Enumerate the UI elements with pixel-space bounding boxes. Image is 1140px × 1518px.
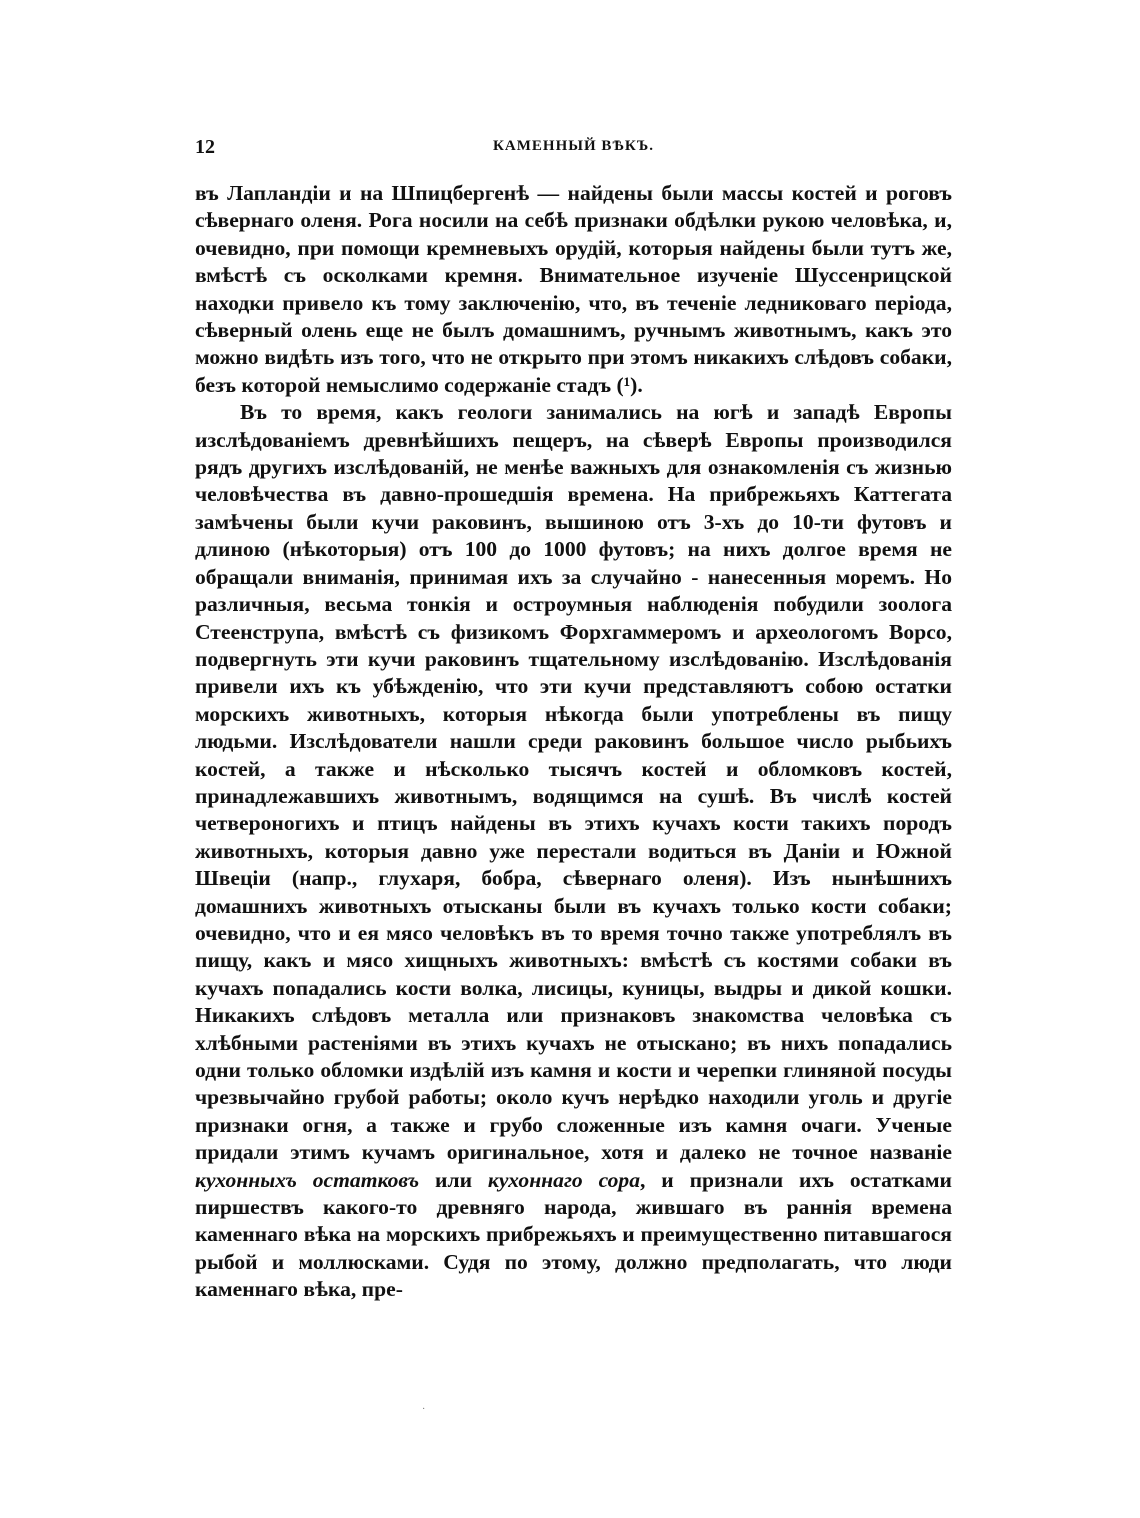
body-text bbox=[195, 180, 952, 1304]
page-mark: · bbox=[422, 1404, 426, 1415]
paragraph-2-text-1: Въ то время, какъ геологи занимались на югѣ и западѣ Европы изслѣдованіемъ древнѣйшихъ пещеръ, на сѣверѣ Европы производился рядъ другихъ изслѣдованій, не менѣе важныхъ для ознакомленія съ жизнью человѣчества въ давно-прошедшія времена. На прибрежьяхъ Каттегата замѣчены были кучи раковинъ, вышиною отъ 3-хъ до 10-ти футовъ и длиною (нѣкоторыя) отъ 100 до 1000 футовъ; на нихъ долгое время не обращали вниманія, принимая ихъ за случайно - нанесенныя моремъ. Но различныя, весьма тонкія и остроумныя наблюденія побудили зоолога Стеенструпа, вмѣстѣ съ физикомъ Форхгаммеромъ и археологомъ Ворсо, подвергнуть эти кучи раковинъ тщательному изслѣдованію. Изслѣдованія привели ихъ къ убѣжденію, что эти кучи представляютъ собою остатки морскихъ животныхъ, которыя нѣкогда были употреблены въ пищу людьми. Изслѣдователи нашли среди раковинъ большое число рыбьихъ костей, а также и нѣсколько тысячъ костей и обломковъ костей, принадлежавшихъ животнымъ, водящимся на сушѣ. Въ числѣ костей четвероногихъ и птицъ найдены въ этихъ кучахъ кости такихъ породъ животныхъ, которыя давно уже перестали водиться въ Даніи и Южной Швеціи (напр., глухаря, бобра, сѣвернаго оленя). Изъ нынѣшнихъ домашнихъ животныхъ отысканы были въ кучахъ только кости собаки; очевидно, что и ея мясо человѣкъ въ то время точно также употреблялъ въ пищу, какъ и мясо хищныхъ животныхъ: вмѣстѣ съ костями собаки въ кучахъ попадались кости волка, лисицы, куницы, выдры и дикой кошки. Никакихъ слѣдовъ металла или признаковъ знакомства человѣка съ хлѣбными растеніями въ этихъ кучахъ не отыскано; въ нихъ попадались одни только обломки издѣлій изъ камня и кости и черепки глиняной посуды чрезвычайно грубой работы; около кучъ нерѣдко находили уголь и другіе признаки огня, а также и грубо сложенные изъ камня очаги. Ученые придали этимъ кучамъ оригинальное, хотя и далеко не точное названіе bbox=[195, 400, 952, 1165]
term-kitchen-refuse: кухоннаго сора bbox=[487, 1167, 641, 1192]
page-number: 12 bbox=[195, 136, 215, 158]
term-kitchen-remains: кухонныхъ остатковъ bbox=[195, 1167, 420, 1192]
page-header bbox=[195, 136, 952, 162]
running-title: КАМЕННЫЙ ВѢКЪ. bbox=[493, 138, 654, 154]
paragraph-2-text-2: или bbox=[419, 1167, 488, 1192]
paragraph-1: въ Лапландіи и на Шпицбергенѣ — найдены были массы костей и роговъ сѣвернаго оленя. Рога носили на себѣ признаки обдѣлки рукою человѣка, и, очевидно, при помощи кремневыхъ орудій, которыя найдены были тутъ же, вмѣстѣ съ осколками кремня. Внимательное изученіе Шуссенрицской находки привело къ тому заключенію, что, въ теченіе ледниковаго періода, сѣверный олень еще не былъ домашнимъ, ручнымъ животнымъ, какъ это можно видѣть изъ того, что не открыто при этомъ никакихъ слѣдовъ собаки, безъ которой немыслимо содержаніе стадъ (¹). bbox=[195, 181, 952, 397]
paragraph-2 bbox=[195, 399, 952, 1303]
paragraph-2-text-3: , и признали ихъ остатками пиршествъ какого-то древняго народа, жившаго въ раннія времена каменнаго вѣка на морскихъ прибрежьяхъ и преимущественно питавшагося рыбой и моллюсками. Судя по этому, должно предполагать, что люди каменнаго вѣка, пре- bbox=[195, 1167, 952, 1302]
